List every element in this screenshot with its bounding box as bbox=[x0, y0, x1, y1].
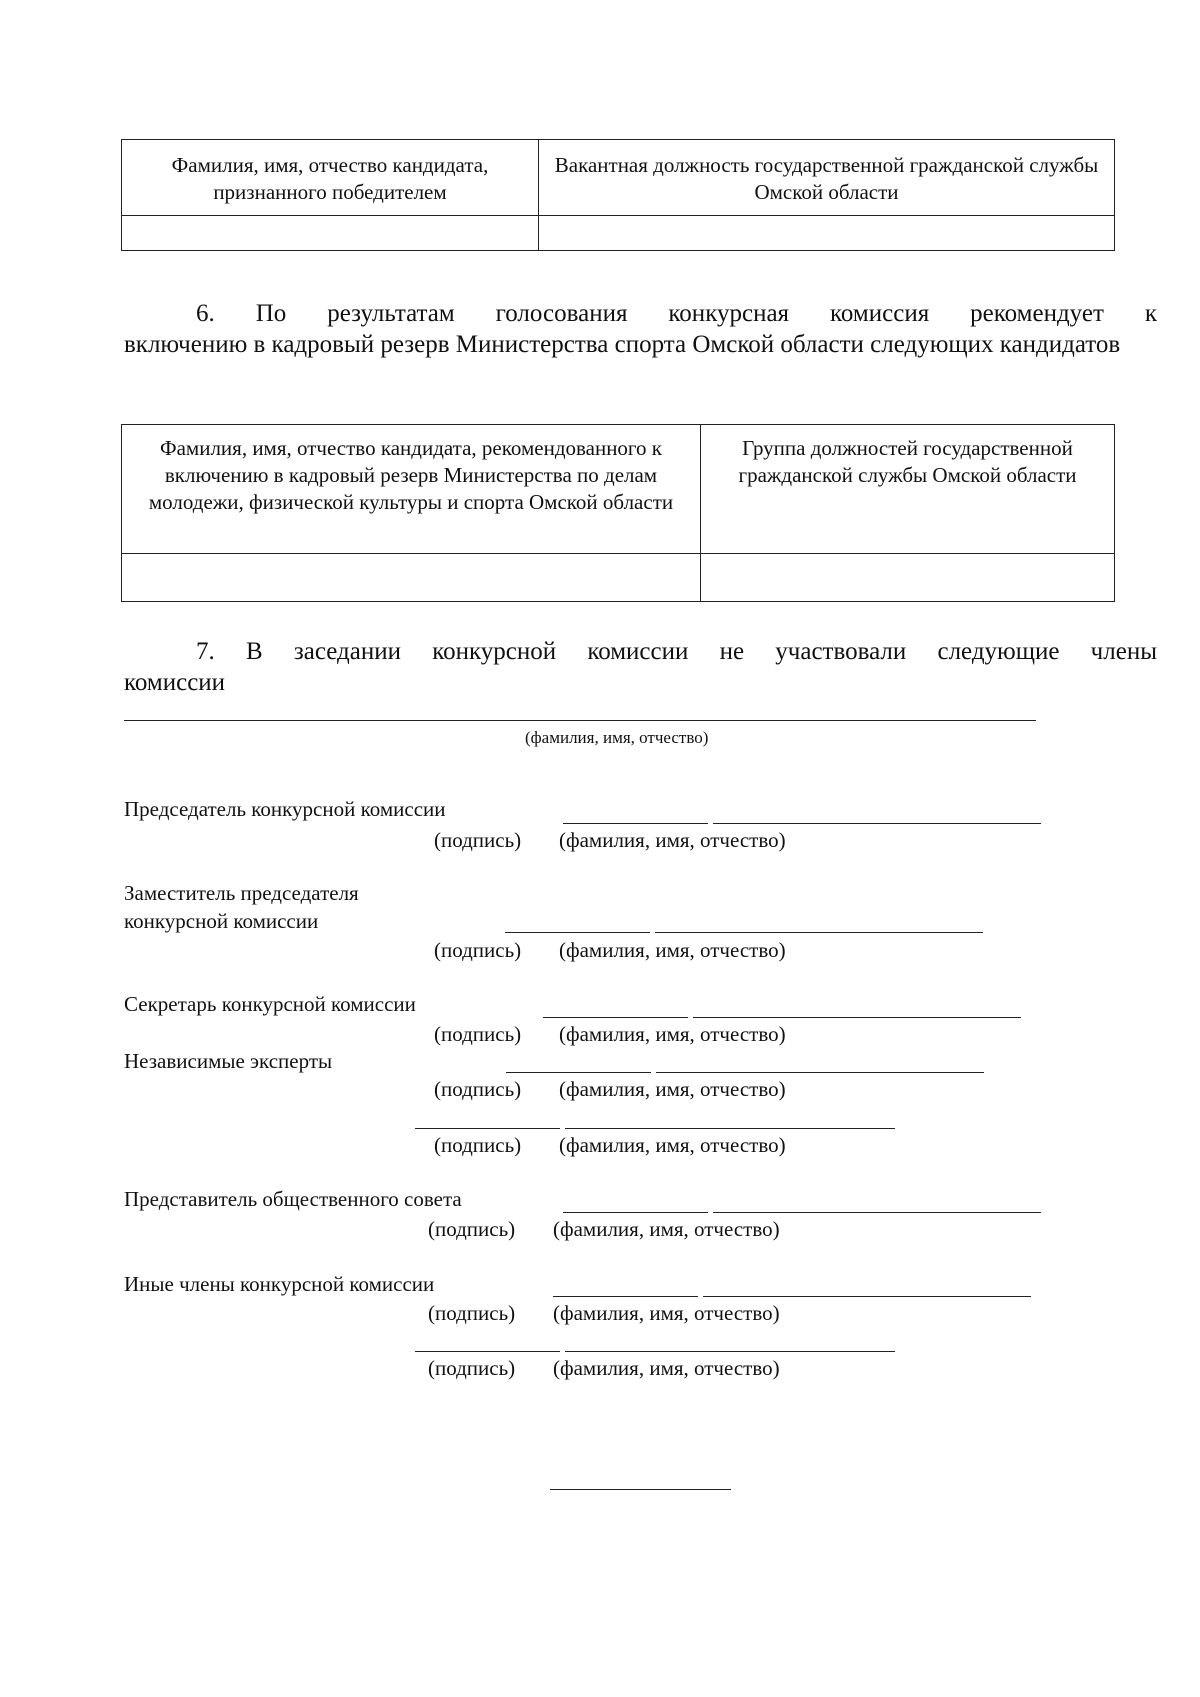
other-member-2-signature-caption: (подпись) bbox=[428, 1356, 516, 1380]
other-member-1-name-caption: (фамилия, имя, отчество) bbox=[553, 1301, 780, 1325]
other-member-2-name-line bbox=[565, 1351, 895, 1352]
chairman-signature-caption: (подпись) bbox=[434, 828, 522, 852]
other-member-2-name-caption: (фамилия, имя, отчество) bbox=[553, 1356, 780, 1380]
deputy-label-line-2: конкурсной комиссии bbox=[124, 909, 319, 933]
absent-members-caption: (фамилия, имя, отчество) bbox=[525, 728, 709, 747]
reserve-group-header: Группа должностей государственной гражданской службы Омской области bbox=[701, 425, 1115, 554]
expert-1-signature-caption: (подпись) bbox=[434, 1077, 522, 1101]
public-council-label: Представитель общественного совета bbox=[124, 1187, 462, 1211]
paragraph-6-first-line: 6. По результатам голосования конкурсная комиссия рекомендует к bbox=[196, 300, 1157, 327]
chairman-name-caption: (фамилия, имя, отчество) bbox=[559, 828, 786, 852]
winner-name-header: Фамилия, имя, отчество кандидата, признанного победителем bbox=[122, 140, 539, 216]
public-council-signature-caption: (подпись) bbox=[428, 1217, 516, 1241]
secretary-label: Секретарь конкурсной комиссии bbox=[124, 992, 416, 1016]
reserve-name-cell bbox=[122, 554, 701, 602]
end-separator-line bbox=[550, 1489, 731, 1490]
reserve-table bbox=[121, 424, 1115, 602]
deputy-label-line-1: Заместитель председателя bbox=[124, 881, 359, 905]
paragraph-6 bbox=[124, 298, 1157, 360]
winner-position-cell bbox=[539, 216, 1115, 251]
table-row bbox=[122, 140, 1115, 216]
chairman-signature-line bbox=[563, 823, 708, 824]
expert-2-signature-line bbox=[415, 1128, 560, 1129]
winner-position-header: Вакантная должность государственной гражданской службы Омской области bbox=[539, 140, 1115, 216]
secretary-signature-caption: (подпись) bbox=[434, 1022, 522, 1046]
reserve-group-cell bbox=[701, 554, 1115, 602]
other-member-2-signature-line bbox=[415, 1351, 560, 1352]
paragraph-6-text: включению в кадровый резерв Министерства спорта Омской области следующих кандидатов bbox=[124, 331, 1121, 358]
deputy-signature-caption: (подпись) bbox=[434, 938, 522, 962]
other-member-1-signature-caption: (подпись) bbox=[428, 1301, 516, 1325]
paragraph-7 bbox=[124, 636, 1157, 698]
winner-name-cell bbox=[122, 216, 539, 251]
experts-label: Независимые эксперты bbox=[124, 1049, 333, 1073]
table-row bbox=[122, 425, 1115, 554]
expert-1-name-caption: (фамилия, имя, отчество) bbox=[559, 1077, 786, 1101]
paragraph-7-first-line: 7. В заседании конкурсной комиссии не участвовали следующие члены bbox=[196, 638, 1157, 665]
public-council-signature-line bbox=[563, 1212, 708, 1213]
expert-2-name-caption: (фамилия, имя, отчество) bbox=[559, 1133, 786, 1157]
secretary-name-caption: (фамилия, имя, отчество) bbox=[559, 1022, 786, 1046]
expert-2-name-line bbox=[565, 1128, 895, 1129]
table-row bbox=[122, 216, 1115, 251]
expert-2-signature-caption: (подпись) bbox=[434, 1133, 522, 1157]
chairman-label: Председатель конкурсной комиссии bbox=[124, 797, 446, 821]
other-members-label: Иные члены конкурсной комиссии bbox=[124, 1272, 435, 1296]
reserve-name-header: Фамилия, имя, отчество кандидата, рекомендованного к включению в кадровый резерв Министерства по делам молодежи, физической культуры и спорта Омской области bbox=[122, 425, 701, 554]
expert-1-signature-line bbox=[506, 1072, 651, 1073]
deputy-name-line bbox=[655, 932, 983, 933]
paragraph-7-text: комиссии bbox=[124, 669, 226, 696]
expert-1-name-line bbox=[656, 1072, 984, 1073]
deputy-name-caption: (фамилия, имя, отчество) bbox=[559, 938, 786, 962]
public-council-name-caption: (фамилия, имя, отчество) bbox=[553, 1217, 780, 1241]
secretary-signature-line bbox=[543, 1017, 688, 1018]
table-row bbox=[122, 554, 1115, 602]
chairman-name-line bbox=[713, 823, 1041, 824]
other-member-1-signature-line bbox=[553, 1296, 698, 1297]
deputy-signature-line bbox=[505, 932, 650, 933]
other-member-1-name-line bbox=[703, 1296, 1031, 1297]
winner-table bbox=[121, 139, 1115, 251]
absent-members-line bbox=[124, 720, 1036, 721]
secretary-name-line bbox=[693, 1017, 1021, 1018]
public-council-name-line bbox=[713, 1212, 1041, 1213]
